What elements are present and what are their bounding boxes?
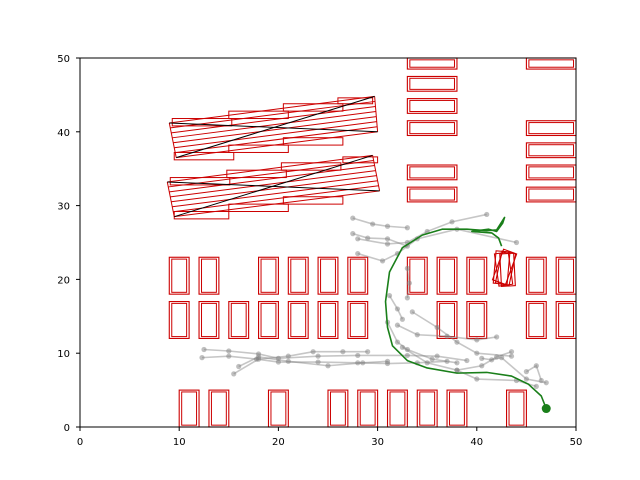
sample-point <box>449 219 454 224</box>
sample-point <box>405 266 410 271</box>
start-point <box>542 404 551 413</box>
sample-point <box>499 355 504 360</box>
sample-point <box>489 357 494 362</box>
sample-point <box>201 347 206 352</box>
sample-point <box>407 280 412 285</box>
sample-point <box>395 306 400 311</box>
sample-point <box>350 231 355 236</box>
sample-point <box>405 347 410 352</box>
sample-point <box>350 216 355 221</box>
sample-point <box>454 360 459 365</box>
sample-point <box>479 363 484 368</box>
sample-point <box>425 360 430 365</box>
sample-point <box>355 251 360 256</box>
sample-point <box>509 349 514 354</box>
sample-point <box>355 236 360 241</box>
sample-point <box>474 337 479 342</box>
sample-point <box>365 349 370 354</box>
sample-point <box>524 369 529 374</box>
y-tick-label: 0 <box>63 423 70 434</box>
sample-point <box>474 376 479 381</box>
x-tick-label: 10 <box>172 437 186 448</box>
sample-point <box>415 332 420 337</box>
sample-point <box>385 236 390 241</box>
sample-point <box>236 364 241 369</box>
y-tick-label: 50 <box>57 54 70 65</box>
sample-point <box>514 240 519 245</box>
sample-point <box>385 224 390 229</box>
sample-point <box>286 359 291 364</box>
sample-point <box>454 368 459 373</box>
sample-point <box>534 384 539 389</box>
sample-point <box>464 358 469 363</box>
sample-point <box>435 354 440 359</box>
sample-point <box>199 355 204 360</box>
sample-point <box>370 221 375 226</box>
sample-point <box>405 353 410 358</box>
sample-point <box>474 351 479 356</box>
sample-point <box>365 235 370 240</box>
sample-point <box>534 363 539 368</box>
sample-point <box>484 212 489 217</box>
sample-point <box>385 241 390 246</box>
x-tick-label: 50 <box>569 437 583 448</box>
sample-point <box>355 353 360 358</box>
sample-point <box>435 325 440 330</box>
x-tick-label: 30 <box>371 437 384 448</box>
sample-point <box>231 371 236 376</box>
sample-point <box>405 225 410 230</box>
y-tick-label: 10 <box>57 349 70 361</box>
sample-point <box>479 356 484 361</box>
sample-point <box>340 349 345 354</box>
sample-point <box>395 323 400 328</box>
sample-point <box>286 354 291 359</box>
sample-point <box>325 363 330 368</box>
sample-point <box>315 354 320 359</box>
sample-point <box>400 317 405 322</box>
sample-point <box>256 354 261 359</box>
sample-point <box>226 354 231 359</box>
y-tick-label: 40 <box>57 127 70 139</box>
sample-point <box>360 360 365 365</box>
x-tick-label: 20 <box>272 437 285 448</box>
sample-point <box>385 359 390 364</box>
sample-point <box>454 340 459 345</box>
sample-point <box>539 378 544 383</box>
sample-point <box>410 309 415 314</box>
x-tick-label: 0 <box>76 437 84 448</box>
y-tick-label: 30 <box>57 201 70 213</box>
y-tick-label: 20 <box>57 275 70 287</box>
sample-point <box>494 334 499 339</box>
sample-point <box>311 349 316 354</box>
sample-point <box>405 295 410 300</box>
sample-point <box>509 354 514 359</box>
sample-point <box>544 380 549 385</box>
sample-point <box>395 340 400 345</box>
sample-point <box>387 293 392 298</box>
sample-point <box>380 258 385 263</box>
sample-point <box>226 348 231 353</box>
x-tick-label: 40 <box>470 437 484 448</box>
sample-point <box>524 376 529 381</box>
sample-point <box>430 357 435 362</box>
